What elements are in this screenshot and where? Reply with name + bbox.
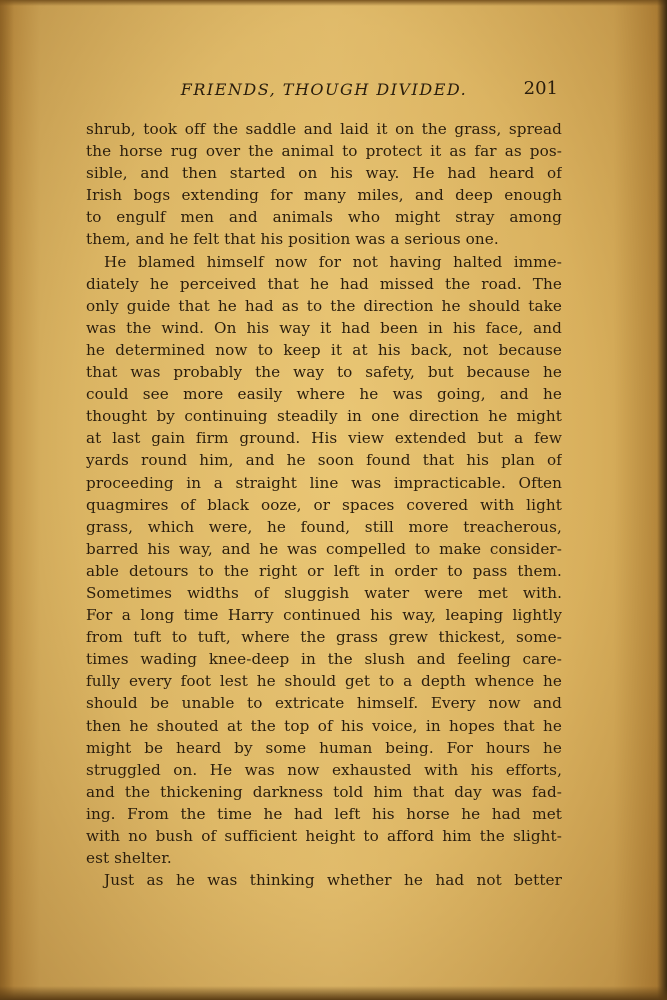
text-line: times wading knee-deep in the slush and feeling care- <box>86 650 562 669</box>
body-text <box>86 118 562 891</box>
text-line: to engulf men and animals who might stray among <box>86 208 562 227</box>
text-line: He blamed himself now for not having halted imme- <box>104 252 562 271</box>
running-title: FRIENDS, THOUGH DIVIDED. <box>180 80 468 99</box>
text-line: with no bush of sufficient height to afford him the slight- <box>86 827 562 845</box>
text-line: barred his way, and he was compelled to make consider- <box>86 539 562 558</box>
page-left-edge <box>0 0 14 1000</box>
text-line: ing. From the time he had left his horse he had met <box>86 804 562 823</box>
text-line: able detours to the right or left in order to pass them. <box>86 561 562 580</box>
text-line: was the wind. On his way it had been in his face, and <box>86 318 562 337</box>
text-line: quagmires of black ooze, or spaces covered with light <box>86 495 562 514</box>
text-line: should be unable to extricate himself. Every now and <box>86 694 562 713</box>
text-line: Sometimes widths of sluggish water were met with. <box>86 583 562 602</box>
text-line: proceeding in a straight line was impracticable. Often <box>86 473 562 492</box>
text-line: est shelter. <box>86 849 172 868</box>
text-line: he determined now to keep it at his back, not because <box>86 340 562 359</box>
text-line: that was probably the way to safety, but because he <box>86 363 562 382</box>
text-line: yards round him, and he soon found that his plan of <box>86 451 562 470</box>
page-header <box>86 78 562 106</box>
page-top-edge <box>0 0 667 6</box>
page-number: 201 <box>523 78 558 99</box>
text-line: Irish bogs extending for many miles, and deep enough <box>86 186 562 205</box>
text-line: the horse rug over the animal to protect it as far as pos- <box>86 142 562 161</box>
text-line: fully every foot lest he should get to a depth whence he <box>86 672 562 691</box>
text-line: could see more easily where he was going, and he <box>86 385 562 404</box>
text-line: thought by continuing steadily in one direction he might <box>86 407 562 426</box>
text-line: struggled on. He was now exhausted with his efforts, <box>86 760 562 779</box>
text-line: then he shouted at the top of his voice, in hopes that he <box>86 716 562 735</box>
text-line: sible, and then started on his way. He had heard of <box>86 164 562 183</box>
text-line: might be heard by some human being. For hours he <box>86 738 562 757</box>
page-bottom-edge <box>0 986 667 1000</box>
text-line: them, and he felt that his position was a serious one. <box>86 230 499 249</box>
text-line: at last gain firm ground. His view extended but a few <box>86 429 562 448</box>
text-line: grass, which were, he found, still more treacherous, <box>86 517 562 536</box>
text-line: shrub, took off the saddle and laid it on the grass, spread <box>86 120 562 138</box>
text-line: For a long time Harry continued his way, leaping lightly <box>86 606 562 625</box>
text-line: from tuft to tuft, where the grass grew thickest, some- <box>86 628 562 647</box>
text-line: diately he perceived that he had missed the road. The <box>86 274 562 293</box>
page-right-edge <box>657 0 667 1000</box>
text-line: Just as he was thinking whether he had not better <box>104 871 562 890</box>
text-line: and the thickening darkness told him that day was fad- <box>86 782 562 801</box>
text-line: only guide that he had as to the direction he should take <box>86 296 562 315</box>
